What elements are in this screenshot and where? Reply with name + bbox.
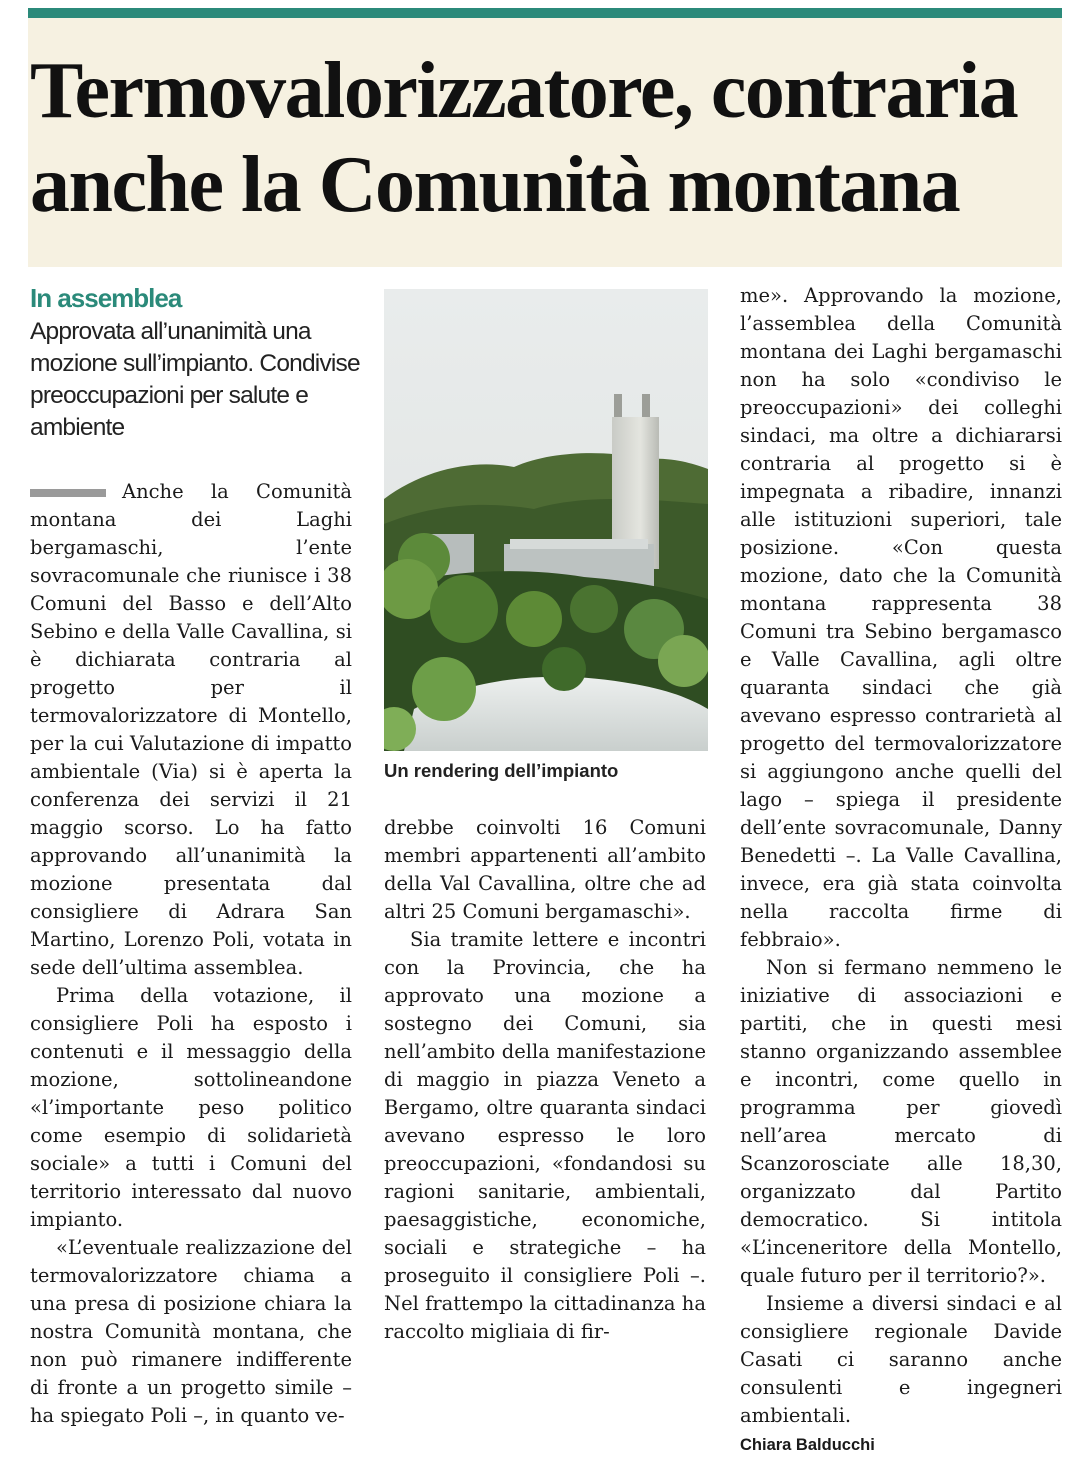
lead-paragraph: [30, 478, 352, 982]
byline: Chiara Balducchi: [740, 1436, 875, 1454]
plant-rendering-photo: [384, 289, 708, 751]
paragraph: «L’eventuale realizzazione del termovalorizzatore chiama a una presa di posizione chiara la nostra Comunità montana, che non può rimanere indifferente di fronte a un progetto simile – ha spiegato Poli –, in quanto ve-: [30, 1236, 352, 1427]
paragraph: drebbe coinvolti 16 Comuni membri appartenenti all’ambito della Val Cavallina, oltre che ad altri 25 Comuni bergamaschi».: [384, 816, 706, 923]
headline: Termovalorizzatore, contraria anche la Comunità montana: [30, 47, 1018, 229]
lead-marker-bar: [30, 489, 106, 497]
paragraph: me». Approvando la mozione, l’assemblea della Comunità montana dei Laghi bergamaschi non ha solo «condiviso le preoccupazioni» dei colleghi sindaci, ma oltre a dichiararsi contraria al progetto si è impegnata a ribadire, innanzi alle istituzioni superiori, tale posizione. «Con questa mozione, dato che la Comunità montana rappresenta 38 Comuni tra Sebino bergamasco e Valle Cavallina, agli oltre quaranta sindaci che già avevano espresso contrarietà al progetto del termovalorizzatore si aggiungono anche quelli del lago – spiega il presidente dell’ente sovracomunale, Danny Benedetti –. La Valle Cavallina, invece, era già stata coinvolta nella raccolta firme di febbraio».: [740, 284, 1062, 951]
paragraph: Sia tramite lettere e incontri con la Provincia, che ha approvato una mozione a sostegno dei Comuni, sia nell’ambito della manifestazione di maggio in piazza Veneto a Bergamo, oltre quaranta sindaci avevano espresso le loro preoccupazioni, «fondandosi su ragioni sanitarie, ambientali, paesaggistiche, economiche, sociali e strategiche – ha proseguito il consigliere Poli –. Nel frattempo la cittadinanza ha raccolto migliaia di fir-: [384, 928, 706, 1343]
paragraph: Insieme a diversi sindaci e al consigliere regionale Davide Casati ci saranno anche consulenti e ingegneri ambientali.: [740, 1292, 1062, 1427]
photo-caption: Un rendering dell’impianto: [384, 760, 619, 781]
top-accent-rule: [28, 8, 1062, 18]
article-column-2: [384, 814, 706, 1346]
article-column-3: [740, 282, 1062, 1456]
paragraph: Non si fermano nemmeno le iniziative di associazioni e partiti, che in questi mesi stanno organizzando assemblee e incontri, come quello in programma per giovedì nell’area mercato di Scanzorosciate alle 18,30, organizzato dal Partito democratico. Si intitola «L’inceneritore della Montello, quale futuro per il territorio?».: [740, 956, 1062, 1287]
article-column-1: [30, 478, 352, 1430]
paragraph: Prima della votazione, il consigliere Poli ha esposto i contenuti e il messaggio della mozione, sottolineandone «l’importante peso politico come esempio di solidarietà sociale» a tutti i Comuni del territorio interessato dal nuovo impianto.: [30, 984, 352, 1231]
subheadline: Approvata all’unanimità una mozione sull’impianto. Condivise preoccupazioni per salute e ambiente: [30, 318, 360, 441]
kicker: In assemblea: [30, 283, 182, 313]
paragraph-text: Anche la Comunità montana dei Laghi bergamaschi, l’ente sovracomunale che riunisce i 38 Comuni del Basso e dell’Alto Sebino e della Valle Cavallina, si è dichiarata contraria al progetto per il termovalorizzatore di Montello, per la cui Valutazione di impatto ambientale (Via) si è aperta la conferenza dei servizi il 21 maggio scorso. Lo ha fatto approvando all’unanimità la mozione presentata dal consigliere di Adrara San Martino, Lorenzo Poli, votata in sede dell’ultima assemblea.: [30, 480, 352, 979]
